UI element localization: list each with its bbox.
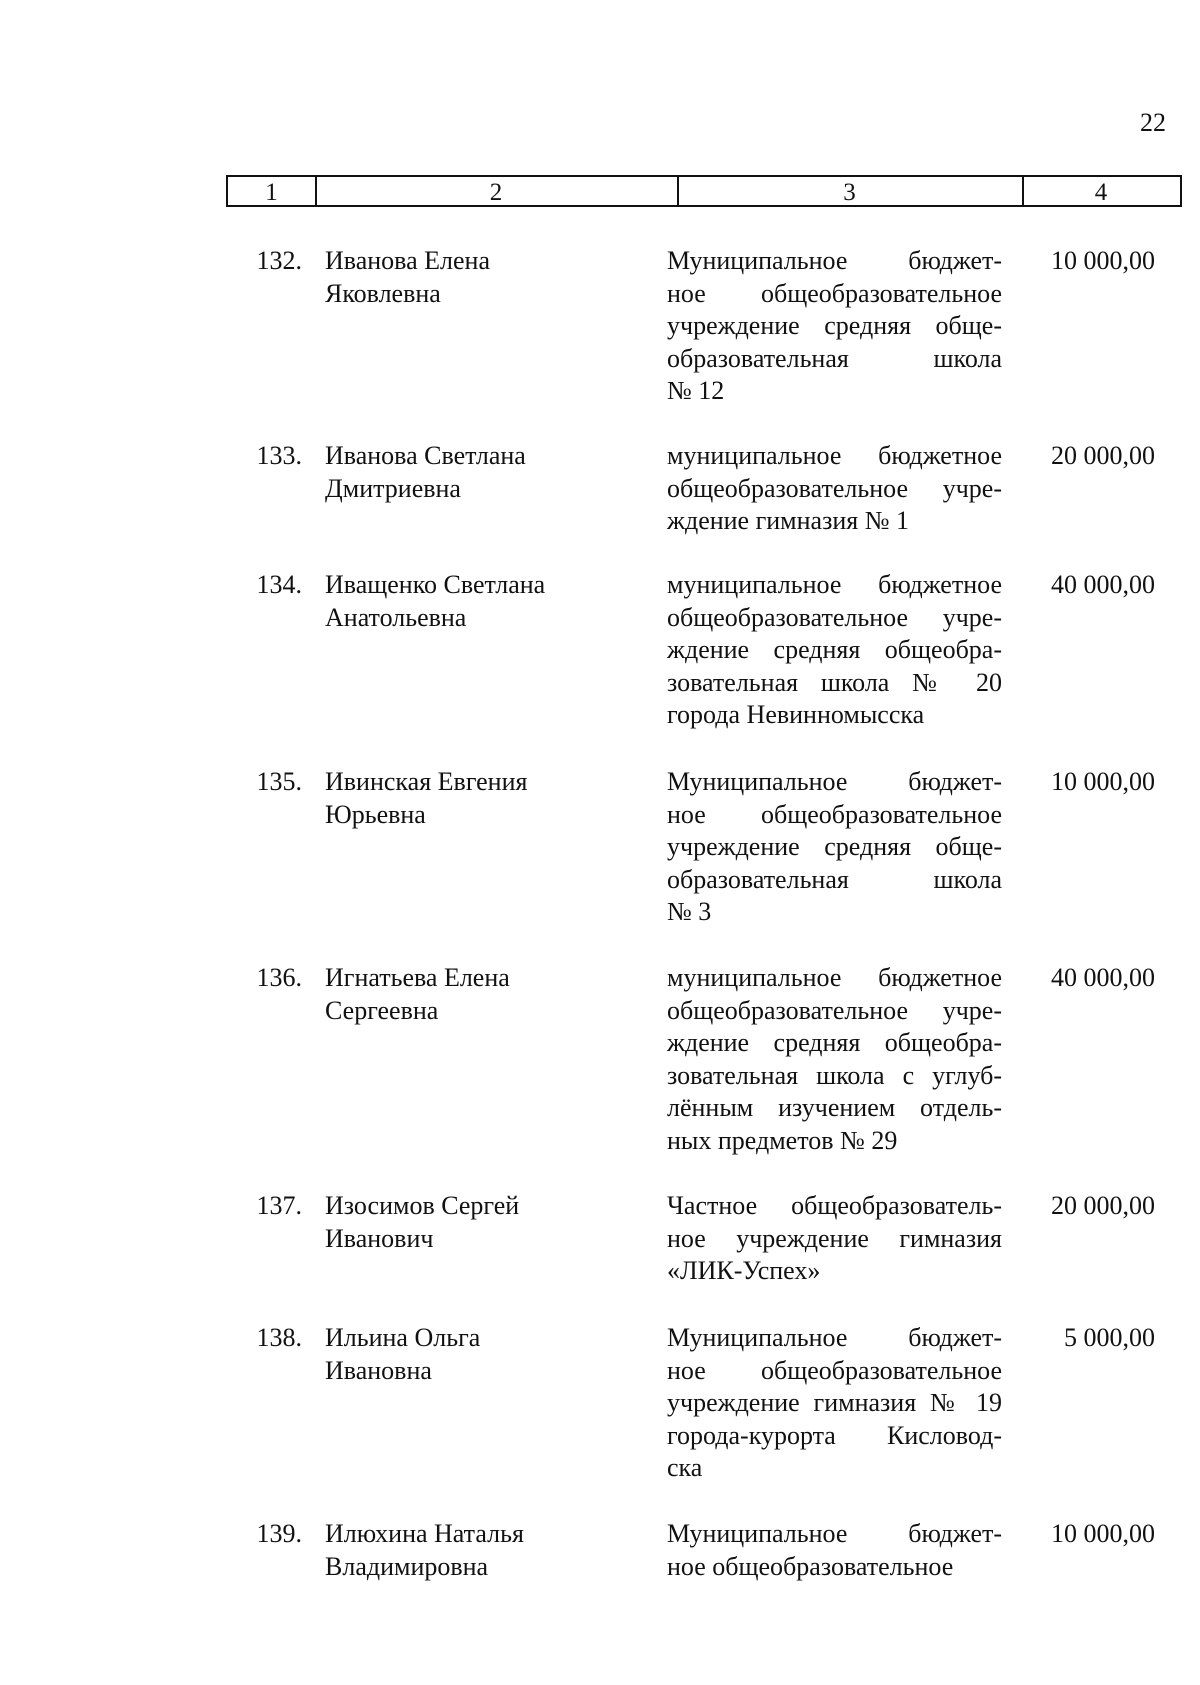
entry-name-line: Дмитриевна <box>325 473 461 503</box>
entry-number: 138. <box>256 1323 302 1352</box>
entry-name <box>325 1190 645 1255</box>
entry-name-line: Ивановна <box>325 1355 432 1385</box>
entry-name <box>325 245 645 310</box>
entry-amount: 10 000,00 <box>1051 767 1155 796</box>
entry-amount: 10 000,00 <box>1051 1519 1155 1548</box>
entry-organization <box>667 1518 1002 1583</box>
entry-organization-line: ждение средняя общеобра- <box>667 1028 1002 1057</box>
entry-organization-line: ное общеобразовательное <box>667 278 1002 308</box>
entry-amount: 20 000,00 <box>1051 441 1155 470</box>
entry-organization-line: муниципальное бюджетное <box>667 441 1002 470</box>
entry-name-line: Иванович <box>325 1223 434 1253</box>
entry-organization-line: Муниципальное бюджет- <box>667 767 1002 796</box>
entry-organization-line: учреждение средняя обще- <box>667 311 1002 340</box>
page-number: 22 <box>1140 108 1166 137</box>
entry-name <box>325 962 645 1027</box>
entry-organization-line: учреждение гимназия № 19 <box>667 1388 1002 1417</box>
entry-amount: 5 000,00 <box>1064 1323 1155 1352</box>
entry-organization-line: общеобразовательное учре- <box>667 473 1002 503</box>
entry-number: 137. <box>256 1191 302 1220</box>
entry-organization-line: ждение гимназия № 1 <box>667 506 910 535</box>
entry-organization <box>667 1190 1002 1288</box>
entry-organization <box>667 440 1002 538</box>
entry-name-line: Яковлевна <box>325 278 441 308</box>
entry-number: 139. <box>256 1519 302 1548</box>
entry-organization-line: ное общеобразовательное <box>667 1355 1002 1385</box>
header-col-3: 3 <box>677 175 1024 207</box>
entry-name-line: Ильина Ольга <box>325 1323 481 1352</box>
entry-organization-line: Частное общеобразователь- <box>667 1191 1002 1220</box>
entry-organization-line: зовательная школа № 20 <box>667 667 1002 697</box>
entry-organization-line: ное учреждение гимназия <box>667 1223 1002 1253</box>
entry-name <box>325 440 645 505</box>
entry-organization-line: ное общеобразовательное <box>667 1551 954 1581</box>
entry-name-line: Анатольевна <box>325 602 467 632</box>
entry-number: 132. <box>256 246 302 275</box>
entry-organization-line: Муниципальное бюджет- <box>667 1323 1002 1352</box>
entry-number: 134. <box>256 570 302 599</box>
entry-organization-line: ных предметов № 29 <box>667 1125 898 1155</box>
entry-number: 136. <box>256 963 302 992</box>
entry-organization <box>667 1322 1002 1485</box>
entry-organization <box>667 962 1002 1157</box>
entry-organization-line: муниципальное бюджетное <box>667 570 1002 599</box>
entry-name-line: Иванова Елена <box>325 246 490 275</box>
entry-name <box>325 569 645 634</box>
header-col-4: 4 <box>1022 175 1182 207</box>
entry-organization-line: образовательная школа <box>667 343 1002 373</box>
entry-name <box>325 766 645 831</box>
entry-organization-line: ска <box>667 1453 703 1482</box>
entry-organization-line: зовательная школа с углуб- <box>667 1060 1002 1090</box>
entry-amount: 20 000,00 <box>1051 1191 1155 1220</box>
entry-organization-line: Муниципальное бюджет- <box>667 246 1002 275</box>
entry-name-line: Сергеевна <box>325 995 439 1025</box>
entry-organization-line: муниципальное бюджетное <box>667 963 1002 992</box>
entry-amount: 10 000,00 <box>1051 246 1155 275</box>
entry-organization <box>667 569 1002 732</box>
entry-organization-line: № 12 <box>667 376 725 405</box>
entry-organization-line: общеобразовательное учре- <box>667 602 1002 632</box>
entry-name-line: Владимировна <box>325 1551 489 1581</box>
entry-organization-line: учреждение средняя обще- <box>667 832 1002 861</box>
entry-organization-line: ное общеобразовательное <box>667 799 1002 829</box>
entry-number: 135. <box>256 767 302 796</box>
entry-name-line: Игнатьева Елена <box>325 963 510 992</box>
entry-organization <box>667 766 1002 929</box>
entry-name-line: Илюхина Наталья <box>325 1519 524 1548</box>
header-col-1: 1 <box>226 175 317 207</box>
entry-name-line: Юрьевна <box>325 799 426 829</box>
entry-organization <box>667 245 1002 408</box>
header-col-2: 2 <box>315 175 679 207</box>
entry-name-line: Иванова Светлана <box>325 441 526 470</box>
entry-organization-line: Муниципальное бюджет- <box>667 1519 1002 1548</box>
entry-organization-line: № 3 <box>667 897 712 926</box>
entry-amount: 40 000,00 <box>1051 570 1155 599</box>
entry-organization-line: лённым изучением отдель- <box>667 1093 1002 1122</box>
entry-organization-line: образовательная школа <box>667 864 1002 894</box>
entry-name-line: Ивинская Евгения <box>325 767 528 796</box>
entry-name <box>325 1518 645 1583</box>
entry-organization-line: общеобразовательное учре- <box>667 995 1002 1025</box>
entry-name <box>325 1322 645 1387</box>
entry-number: 133. <box>256 441 302 470</box>
entry-amount: 40 000,00 <box>1051 963 1155 992</box>
entry-name-line: Изосимов Сергей <box>325 1191 520 1220</box>
entry-organization-line: «ЛИК-Успех» <box>667 1256 821 1285</box>
entry-name-line: Иващенко Светлана <box>325 570 546 599</box>
entry-organization-line: ждение средняя общеобра- <box>667 635 1002 664</box>
entry-organization-line: города Невинномысска <box>667 700 925 729</box>
entry-organization-line: города-курорта Кисловод- <box>667 1420 1002 1450</box>
